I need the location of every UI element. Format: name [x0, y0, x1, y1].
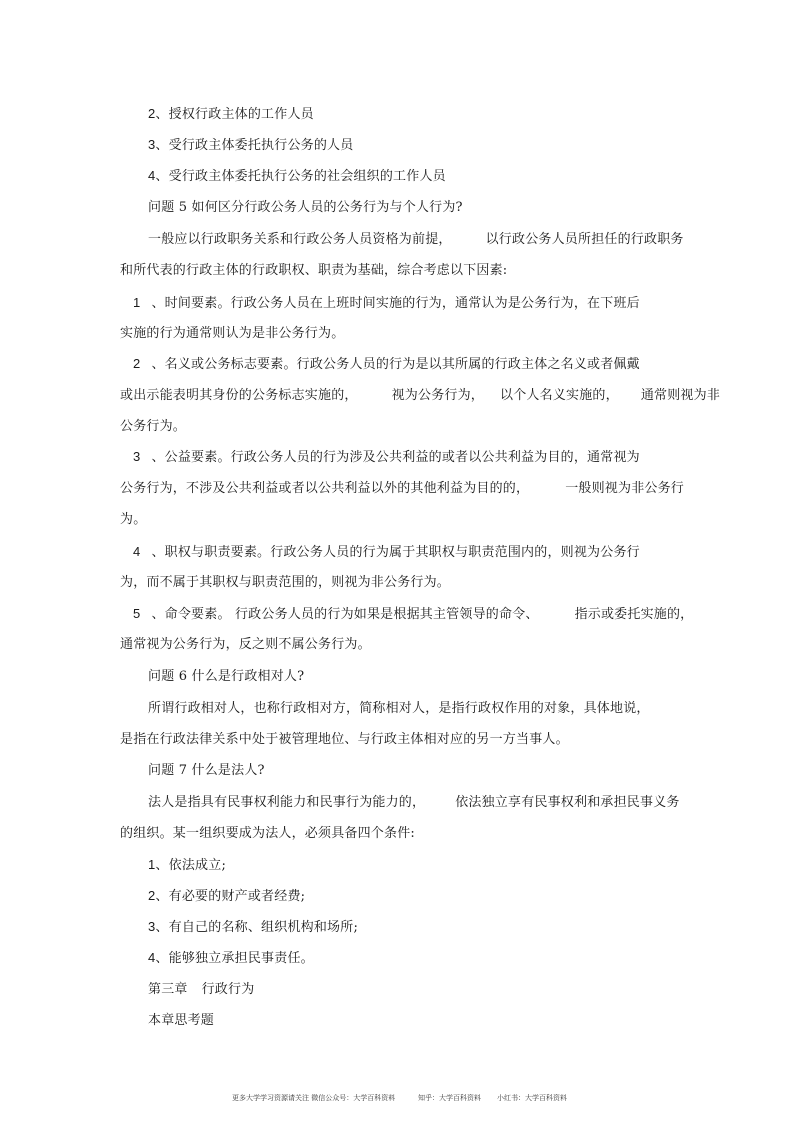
list-item: 3、有自己的名称、组织机构和场所; [148, 919, 359, 935]
paragraph-line: 和所代表的行政主体的行政职权、职责为基础，综合考虑以下因素: [120, 263, 508, 278]
paragraph-line: 通常视为公务行为，反之则不属公务行为。 [120, 637, 371, 652]
question-heading: 问题 5 如何区分行政公务人员的公务行为与个人行为? [148, 200, 463, 215]
question-heading: 问题 6 什么是行政相对人? [148, 669, 305, 684]
paragraph-line: 公务行为。 [120, 419, 187, 434]
paragraph-line: 公务行为，不涉及公共利益或者以公共利益以外的其他利益为目的的， 一般则视为非公务行 [120, 481, 685, 496]
paragraph-line: 实施的行为通常则认为是非公务行为。 [120, 326, 345, 341]
chapter-heading: 第三章 行政行为 [148, 982, 255, 997]
paragraph-line: 的组织。某一组织要成为法人，必须具备四个条件: [120, 826, 415, 841]
footer-xiaohongshu: 小红书：大学百科资料 [497, 1094, 567, 1102]
list-item: 5 、命令要素。 行政公务人员的行为如果是根据其主管领导的命令、 指示或委托实施的， [133, 606, 694, 622]
list-item: 2、授权行政主体的工作人员 [148, 106, 314, 122]
list-item: 2 、名义或公务标志要素。行政公务人员的行为是以其所属的行政主体之名义或者佩戴 [133, 356, 640, 372]
paragraph-line: 为。 [120, 512, 147, 527]
paragraph-line: 一般应以行政职务关系和行政公务人员资格为前提， 以行政公务人员所担任的行政职务 [148, 232, 684, 247]
paragraph-line: 法人是指具有民事权利能力和民事行为能力的， 依法独立享有民事权利和承担民事义务 [148, 795, 680, 810]
section-heading: 本章思考题 [148, 1013, 215, 1028]
list-item: 1 、时间要素。行政公务人员在上班时间实施的行为，通常认为是公务行为，在下班后 [133, 295, 640, 311]
paragraph-line: 所谓行政相对人，也称行政相对方，简称相对人，是指行政权作用的对象，具体地说， [148, 701, 650, 716]
paragraph-line: 为，而不属于其职权与职责范围的，则视为非公务行为。 [120, 575, 451, 590]
paragraph-line: 或出示能表明其身份的公务标志实施的， 视为公务行为， 以个人名义实施的， 通常则视为非 [120, 388, 721, 403]
footer-zhihu: 知乎：大学百科资料 [418, 1094, 481, 1102]
list-item: 4、能够独立承担民事责任。 [148, 950, 314, 966]
question-heading: 问题 7 什么是法人? [148, 763, 265, 778]
list-item: 2、有必要的财产或者经费; [148, 888, 306, 904]
list-item: 4 、职权与职责要素。行政公务人员的行为属于其职权与职责范围内的，则视为公务行 [133, 544, 640, 560]
list-item: 3 、公益要素。行政公务人员的行为涉及公共利益的或者以公共利益为目的，通常视为 [133, 449, 640, 465]
list-item: 3、受行政主体委托执行公务的人员 [148, 137, 354, 153]
footer-note: 更多大学学习资源请关注 微信公众号：大学百科资料 [232, 1094, 396, 1102]
paragraph-line: 是指在行政法律关系中处于被管理地位、与行政主体相对应的另一方当事人。 [120, 732, 569, 747]
list-item: 1、依法成立; [148, 857, 227, 873]
list-item: 4、受行政主体委托执行公务的社会组织的工作人员 [148, 168, 446, 184]
